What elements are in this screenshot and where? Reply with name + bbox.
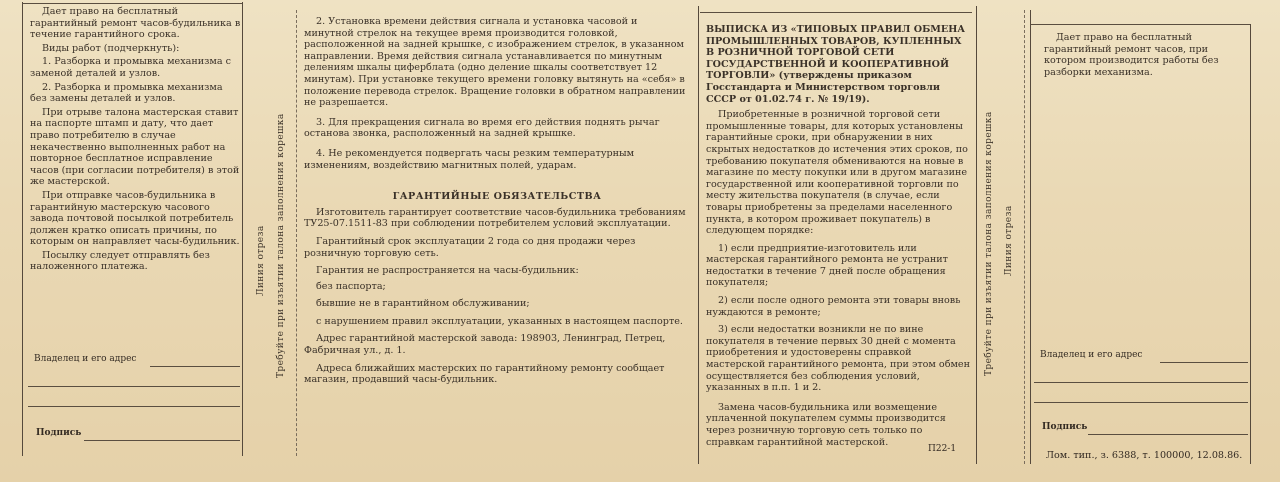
left-stub-text [30, 6, 242, 275]
exchange-rules-header: ВЫПИСКА ИЗ «ТИПОВЫХ ПРАВИЛ ОБМЕНА ПРОМЫШЛЕННЫХ ТОВАРОВ, КУПЛЕННЫХ В РОЗНИЧНОЙ ТОРГОВОЙ СЕТИ ГОСУДАРСТВЕННОЙ И КООПЕРАТИВНОЙ ТОРГОВЛИ» (утверждены приказом Госстандарта и Министерством торговли СССР от 01.02.74 г. № 19/19). [706, 24, 966, 105]
right-stub-top-border [1030, 24, 1250, 25]
exchange-rule-1: 1) если предприятие-изготовитель или мастерская гарантийного ремонта не устранит недостатки в течение 7 дней после обращения покупателя; [706, 242, 948, 289]
exchange-rules-intro: Приобретенные в розничной торговой сети промышленные товары, для которых установлены гарантийные сроки, при обнаружении в них скрытых недостатков до истечения этих сроков, по требованию покупателя обмениваются на новые в магазине по месту покупки или в другом магазине государственной или кооперативной торговли по месту жительства покупателя (в случае, если товары приобретены за пределами населенного пункта, в котором проживает покупатель) в следующем порядке: [706, 109, 968, 237]
workshop-address: Адрес гарантийной мастерской завода: 198903, Ленинград, Петрец, Фабричная ул., д. 1. [304, 333, 666, 357]
left-stub-rights: Дает право на бесплатный гарантийный ремонт часов-будильника в течение гарантийного срока. [30, 6, 241, 41]
exchange-rule-2: 2) если после одного ремонта эти товары вновь нуждаются в ремонте; [706, 295, 961, 318]
warranty-period: Гарантийный срок эксплуатации 2 года со дня продажи через розничную торговую сеть. [304, 235, 636, 259]
left-stub-parcel-note: При отправке часов-будильника в гарантийную мастерскую часового завода почтовой посылкой потребитель должен кратко описать причины, по которым он направляет часы-будильник. [30, 189, 240, 248]
left-cut-dash [296, 10, 297, 456]
right-cut-dash [1024, 10, 1025, 464]
instruction-3: 3. Для прекращения сигнала во время его действия поднять рычаг останова звонка, расположенный на задней крышке. [304, 116, 660, 140]
right-owner-label: Владелец и его адрес [1040, 350, 1143, 360]
instruction-2: 2. Установка времени действия сигнала и установка часовой и минутной стрелок на текущее время производится головкой, расположенной на задней крышке, с изображением стрелок, в указанном направлении. Время действия сигнала устанавливается по минутным делениям шкалы циферблата (одно деление шкалы соответствует 12 минутам). При установке текущего времени головку вытянуть на «себя» в положение перевода стрелок. Вращение головки в обратном направлении не разрешается. [304, 16, 686, 109]
right-owner-line-3 [1034, 402, 1248, 403]
warranty-conformity: Изготовитель гарантирует соответствие часов-будильника требованиям ТУ25-07.1511-83 при соблюдении потребителем условий эксплуатации. [304, 206, 686, 230]
left-owner-line-1 [150, 366, 240, 367]
form-code: П22-1 [928, 444, 957, 454]
middle-instructions [304, 16, 690, 388]
right-owner-line-1 [1160, 362, 1248, 363]
exclusion-misuse: с нарушением правил эксплуатации, указанных в настоящем паспорте. [316, 315, 683, 327]
left-stub-work-2: 2. Разборка и промывка механизма без замены деталей и узлов. [30, 81, 223, 105]
exclusion-no-passport: без паспорта; [316, 280, 386, 292]
right-signature-label: Подпись [1042, 422, 1088, 432]
left-owner-line-3 [28, 406, 240, 407]
left-require-label: Требуйте при изъятии талона заполнения корешка [276, 113, 286, 378]
warranty-exclusions: Гарантия не распространяется на часы-будильник: [316, 265, 579, 277]
left-signature-label: Подпись [36, 428, 82, 438]
instruction-4: 4. Не рекомендуется подвергать часы резким температурным изменениям, воздействию магнитных полей, ударам. [304, 147, 635, 171]
right-require-label: Требуйте при изъятии талона заполнения корешка [984, 111, 994, 376]
left-stub-cod-note: Посылку следует отправлять без наложенного платежа. [30, 249, 210, 273]
right-owner-line-2 [1034, 382, 1248, 383]
warranty-title: ГАРАНТИЙНЫЕ ОБЯЗАТЕЛЬСТВА [392, 191, 602, 203]
exchange-rule-3: 3) если недостатки возникли не по вине покупателя в течение первых 30 дней с момента приобретения и удостоверены справкой мастерской гарантийного ремонта, при этом обмен осуществляется без соблюдения условий, указанных в п.п. 1 и 2. [706, 324, 971, 394]
left-owner-line-2 [28, 386, 240, 387]
exchange-rules-text [706, 24, 972, 450]
left-stub-divider [242, 2, 243, 456]
right-stub-border [1030, 10, 1031, 464]
nearest-workshops: Адреса ближайших мастерских по гарантийному ремонту сообщает магазин, продавший часы-будильник. [304, 362, 665, 386]
left-border [22, 2, 23, 456]
middle-divider [698, 6, 699, 464]
exclusion-not-serviced: бывшие не в гарантийном обслуживании; [316, 298, 530, 310]
right-stub-rights: Дает право на бесплатный гарантийный ремонт часов, при котором производится работы без разборки механизма. [1044, 32, 1219, 78]
right-cut-line-label: Линия отреза [1004, 205, 1014, 276]
right-signature-line [1088, 434, 1248, 435]
right-border [1250, 24, 1251, 464]
left-cut-line-label: Линия отреза [256, 225, 266, 296]
left-stub-work-1: 1. Разборка и промывка механизма с заменой деталей и узлов. [30, 56, 231, 79]
left-owner-label: Владелец и его адрес [34, 354, 137, 364]
left-stub-work-types: Виды работ (подчеркнуть): [42, 42, 180, 54]
right-text-divider [976, 6, 977, 464]
right-stub-text [1044, 32, 1246, 80]
top-border-left [22, 3, 242, 4]
top-border-right [700, 12, 972, 13]
exchange-replacement-note: Замена часов-будильника или возмещение уплаченной покупателем суммы производится через розничную торговую сеть только по справкам гарантийной мастерской. [706, 401, 946, 448]
left-stub-stamp-note: При отрыве талона мастерская ставит на паспорте штамп и дату, что дает право потребителю в случае некачественно выполненных работ на повторное бесплатное исправление часов (при согласии потребителя) в этой же мастерской. [30, 106, 240, 188]
print-info: Лом. тип., з. 6388, т. 100000, 12.08.86. [1046, 450, 1243, 461]
left-signature-line [84, 440, 240, 441]
